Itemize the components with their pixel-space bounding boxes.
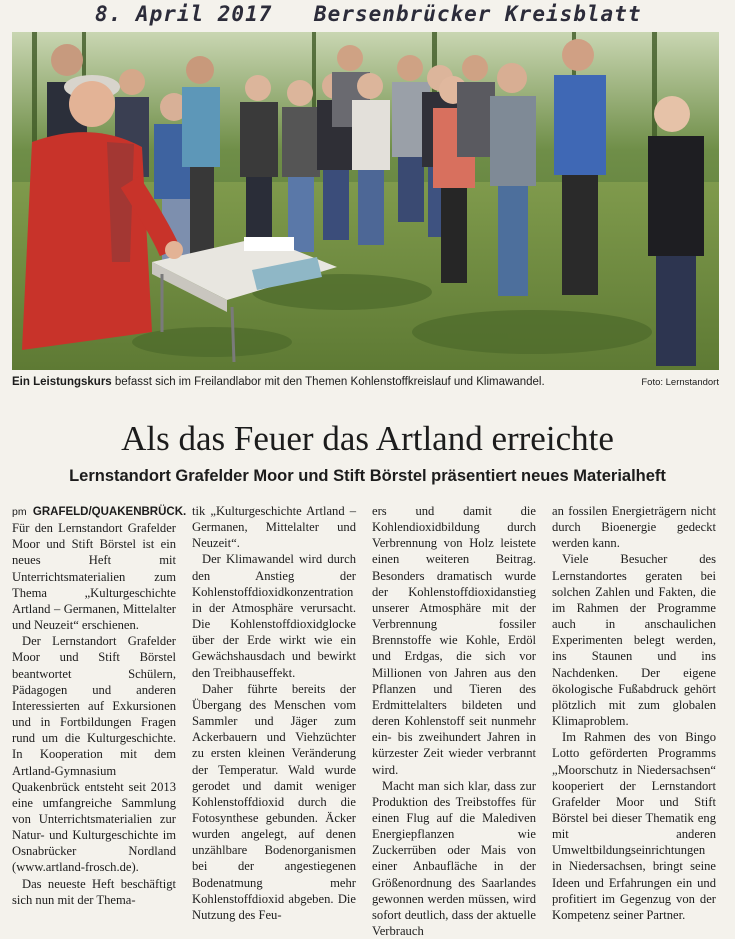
- paragraph: Daher führte bereits der Übergang des Menschen vom Sammler und Jäger zum Ackerbauern und Viehzüchter zu ersten kleinen Veränderung der Temperatur. Wald wurde gerodet und damit weniger Kohlenstoffdioxid durch die Fotosynthese gebunden. Äcker wurden angelegt, auf denen unzählbare Bodenorganismen bei der angestiegenen Bodenatmung mehr Kohlenstoffdioxid abgeben. Die Nutzung des Feu-: [192, 681, 356, 922]
- handwritten-note: [95, 2, 695, 32]
- subheadline: Lernstandort Grafelder Moor und Stift Börstel präsentiert neues Materialheft: [69, 467, 666, 485]
- paragraph: Das neueste Heft beschäftigt sich nun mit der Thema-: [12, 876, 176, 907]
- column-3: [372, 503, 536, 939]
- paragraph: tik „Kulturgeschichte Artland – Germanen, Mittelalter und Neuzeit“.: [192, 504, 356, 551]
- headline: Als das Feuer das Artland erreichte: [121, 419, 614, 458]
- article-photo: [12, 32, 719, 370]
- paragraph: Der Klimawandel wird durch den Anstieg der Kohlenstoffdioxidkonzentration in der Atmosphäre verursacht. Die Kohlenstoffdioxidglocke über der Erde wirkt wie ein Gewächshausdach und bewirkt den Treibhauseffekt.: [192, 552, 356, 680]
- dateline: GRAFELD/QUAKENBRÜCK.: [32, 506, 187, 518]
- article-body: [12, 503, 724, 939]
- paragraph: Viele Besucher des Lernstandortes geraten bei solchen Zahlen und Fakten, die im Rahmen der Programme auch in anschaulichen Experimenten belegt werden, ins Staunen und ins Nachdenken. Der eigene ökologische Fußabdruck gehört plötzlich mit zum globalen Klimaproblem.: [552, 552, 716, 729]
- column-4: [552, 503, 716, 923]
- paragraph: [12, 503, 187, 633]
- paragraph: an fossilen Energieträgern nicht durch Bioenergie gedeckt werden kann.: [552, 504, 716, 551]
- caption-lead: Ein Leistungskurs: [12, 376, 112, 388]
- paragraph: Der Lernstandort Grafelder Moor und Stift Börstel beantwortet Schülern, Pädagogen und anderen Interessierten auf Exkursionen und in Fortbildungen Fragen rund um die Kulturgeschichte. In Kooperation mit dem Artland-Gymnasium Quakenbrück entsteht seit 2013 eine umfangreiche Sammlung von Unterrichtsmaterialien zur Natur- und Kulturgeschichte im Osnabrücker Nordland (www.artland-frosch.de).: [12, 634, 176, 875]
- caption-text: befasst sich im Freilandlabor mit den Themen Kohlenstoffkreislauf und Klimawandel.: [111, 376, 545, 388]
- photo-credit: Foto: Lernstandort: [641, 377, 719, 388]
- paragraph: Im Rahmen des von Bingo Lotto geförderten Programms „Moorschutz in Niedersachsen“ kooperiert der Lernstandort Grafelder Moor und Stift Börstel bei dieser Thematik eng mit anderen Umweltbildungseinrichtungen in Niedersachsen, bringt seine Ideen und Erfahrungen ein und profitiert im Gegenzug von der Kompetenz seiner Partner.: [552, 730, 716, 922]
- column-1: [12, 503, 187, 908]
- author-initials: pm: [12, 506, 27, 518]
- paragraph: Macht man sich klar, dass zur Produktion des Treibstoffes für einen Flug auf die Malediven Energiepflanzen wie Zuckerrüben oder Mais von einer Anbaufläche in der Größenordnung des Saarlandes gewonnen werden müssen, wird sofort deutlich, dass der aktuelle Verbrauch: [372, 778, 536, 939]
- column-2: [192, 503, 356, 923]
- note-source: Bersenbrücker Kreisblatt: [314, 2, 642, 26]
- note-date: 8. April 2017: [95, 2, 273, 26]
- paragraph-text: Für den Lernstandort Grafelder Moor und Stift Börstel ist ein neues Heft mit Unterrichtsmaterialien zum Thema „Kulturgeschichte Artland – Germanen, Mittelalter und Neuzeit“ erschienen.: [12, 521, 176, 633]
- photo-caption: [12, 376, 719, 392]
- paragraph: ers und damit die Kohlendioxidbildung durch Verbrennung von Holz leistete einen weiteren Beitrag. Besonders dramatisch wurde der Kohlenstoffdioxidanstieg unserer Atmosphäre mit der Verbrennung fossiler Brennstoffe wie Kohle, Erdöl und Erdgas, die sich vor Millionen von Jahren aus den Pflanzen und Tieren des Erdmittelalters bildeten und deren Kohlenstoff seit nunmehr ein- bis zweihundert Jahren in kürzester Zeit wieder verbrannt wird.: [372, 504, 536, 777]
